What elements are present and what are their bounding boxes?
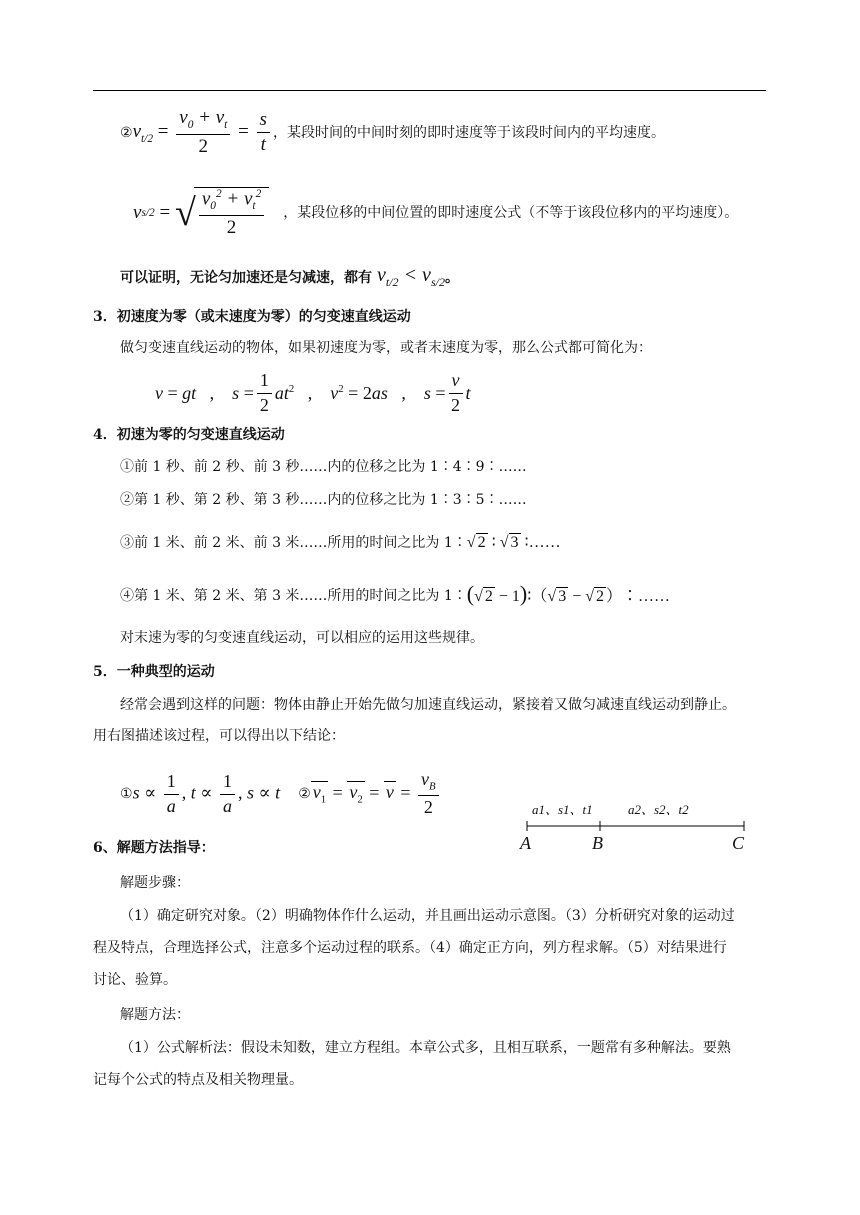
proof-inequality: $v_{t/2} < v_{s/2}$ [372,263,445,289]
diagram-track [520,819,760,833]
section-4-item-2: ②第 1 秒、第 2 秒、第 3 秒……内的位移之比为 1∶3∶5∶…… [120,492,527,508]
steps-line-3: 讨论、验算。 [93,972,177,988]
section-5-conclusions [120,766,442,822]
formula-comment: ，某段时间的中间时刻的即时速度等于该段时间内的平均速度。 [272,125,665,141]
conclusion-marker-1: ① [120,786,133,802]
methods-line-1: （1）公式解析法：假设未知数，建立方程组。本章公式多，且相互联系，一题常有多种解法。要熟 [120,1040,731,1056]
proof-text: 可以证明，无论匀加速还是匀减速，都有 [120,270,372,286]
section-3-heading: 3．初速度为零（或末速度为零）的匀变速直线运动 [93,309,411,325]
diagram-label-left: a1、s1、t1 [532,802,593,817]
section-5-para-1: 经常会遇到这样的问题：物体由静止开始先做匀加速直线运动，紧接着又做匀减速直线运动到静止。 [120,697,736,713]
item-4-text: ④第 1 米、第 2 米、第 3 米……所用的时间之比为 1∶ [120,587,467,604]
section-4-closing: 对末速为零的匀变速直线运动，可以相应的运用这些规律。 [120,630,484,646]
proof-end: 。 [444,270,459,286]
section-5-heading: 5．一种典型的运动 [93,664,215,680]
section-6-heading: 6、解题方法指导： [93,840,215,856]
section-4-heading: 4．初速为零的匀变速直线运动 [93,427,285,443]
conclusion-marker-2: ② [298,786,311,802]
formula-comment: ，某段位移的中间位置的即时速度公式（不等于该段位移内的平均速度）。 [283,205,739,221]
item-3-ratio: √ 2 ∶ √ 3 ∶…… [466,534,561,551]
section-4-item-1: ①前 1 秒、前 2 秒、前 3 秒……内的位移之比为 1∶4∶9∶…… [120,459,527,475]
section-4-item-4 [120,581,671,607]
conclusion-2-expression: $v_1 = v_2 = v$ = $\frac{v_B}{2}$ [311,770,442,818]
section-5-para-2: 用右图描述该过程，可以得出以下结论： [93,728,345,744]
item-3-text: ③前 1 米、前 2 米、前 3 米……所用的时间之比为 1∶ [120,535,467,551]
formula-marker: ② [120,125,133,141]
methods-line-2: 记每个公式的特点及相关物理量。 [93,1072,303,1088]
formula-mid-position-velocity [133,183,738,243]
section-4-item-3 [120,533,561,553]
header-rule [93,90,766,91]
steps-line-2: 程及特点，合理选择公式，注意多个运动过程的联系。（4）确定正方向，列方程求解。（5）对结果进行 [93,940,727,956]
steps-line-1: （1）确定研究对象。（2）明确物体作什么运动，并且画出运动示意图。（3）分析研究对象的运动过 [120,908,735,924]
section-3-formulas: v = gt , s = $\frac{1}{2}$ $at^2$ , $v^2 = 2as$ , s = $\frac{v}{2}$ t [155,369,471,415]
section-3-intro: 做匀变速直线运动的物体，如果初速度为零，或者末速度为零，那么公式都可简化为： [120,340,652,356]
point-b-label: B [592,833,603,853]
methods-title: 解题方法： [120,1007,190,1023]
motion-diagram [520,795,760,855]
diagram-label-right: a2、s2、t2 [628,802,689,817]
point-a-label: A [520,833,531,853]
item-4-ratio: (√ 2 − 1)∶（√ 3 − √ 2 ）∶…… [466,581,671,606]
steps-title: 解题步骤： [120,875,190,891]
point-c-label: C [732,833,745,853]
proof-statement [120,263,459,293]
conclusion-1-expression: s ∝ $\frac{1}{a}$ , t ∝ $\frac{1}{a}$ , s ∝ t [132,770,281,816]
formula-expression: $v_{t/2}$ = $\frac{v_0 + v_t}{2}$ = $\frac{s}{t}$ [133,108,273,157]
formula-expression: v s/2 = √ $\frac{v_0^2 + v_t^2}{2}$ [133,187,269,239]
formula-mid-time-velocity [120,108,665,158]
